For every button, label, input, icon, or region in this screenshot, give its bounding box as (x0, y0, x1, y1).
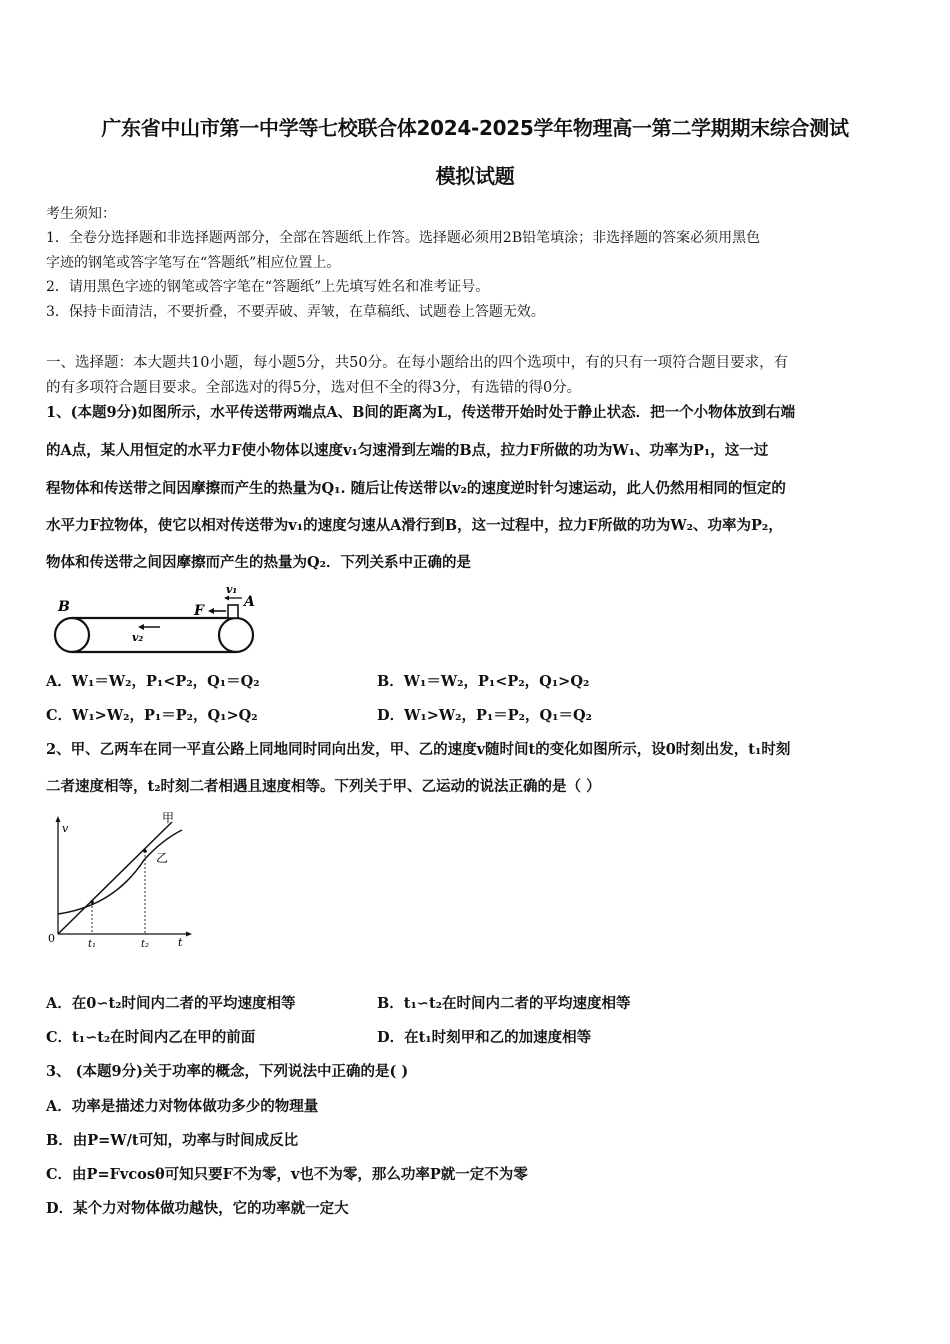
q2-option-b: B．t₁∽t₂在时间内二者的平均速度相等 (377, 995, 631, 1012)
label-jia: 甲 (162, 811, 175, 825)
right-roller (219, 618, 253, 652)
t1-point (90, 900, 94, 904)
notice-item-2: 2．请用黑色字迹的钢笔或答字笔在“答题纸”上先填写姓名和准考证号。 (46, 279, 490, 295)
t-axis-arrowhead (186, 932, 192, 937)
q1-stem-line4: 水平力F拉物体，使它以相对传送带为v₁的速度匀速从A滑行到B，这一过程中，拉力F所做的功为W₂、功率为P₂， (46, 517, 783, 534)
section-heading: 一、选择题：本大题共10小题，每小题5分，共50分。在每小题给出的四个选项中，有的只有一项符合题目要求，有 (46, 355, 789, 371)
label-b: B (58, 599, 70, 615)
label-v: v (62, 822, 69, 835)
q1-option-d: D．W₁>W₂，P₁＝P₂，Q₁＝Q₂ (377, 707, 592, 724)
small-block (228, 605, 238, 618)
document-title-line2: 模拟试题 (435, 164, 515, 188)
force-arrowhead (208, 608, 214, 614)
notice-item-1-cont: 字迹的钢笔或答字笔写在“答题纸”相应位置上。 (46, 255, 341, 271)
t2-point (143, 849, 147, 853)
q1-option-a: A．W₁＝W₂，P₁<P₂，Q₁＝Q₂ (46, 673, 260, 690)
notice-item-1: 1．全卷分选择题和非选择题两部分，全部在答题纸上作答。选择题必须用2B铅笔填涂；非选择题的答案必须用黑色 (46, 230, 761, 246)
q3-option-a: A．功率是描述力对物体做功多少的物理量 (46, 1098, 319, 1115)
line-jia (58, 822, 172, 934)
q1-stem-line3: 程物体和传送带之间因摩擦而产生的热量为Q₁. 随后让传送带以v₂的速度逆时针匀速运动，此人仍然用相同的恒定的 (46, 480, 786, 497)
v2-arrowhead (138, 624, 144, 630)
q2-option-d: D．在t₁时刻甲和乙的加速度相等 (377, 1029, 592, 1046)
label-t2: t₂ (141, 939, 150, 950)
q2-stem-line1: 2、甲、乙两车在同一平直公路上同地同时同向出发，甲、乙的速度v随时间t的变化如图所示，设0时刻出发，t₁时刻 (46, 741, 791, 758)
label-v1: v₁ (226, 583, 238, 596)
label-t1: t₁ (88, 939, 97, 950)
section-heading-cont: 的有多项符合题目要求。全部选对的得5分，选对但不全的得3分，有选错的得0分。 (46, 380, 582, 396)
q3-option-b: B．由P=W/t可知，功率与时间成反比 (46, 1132, 299, 1149)
label-v2: v₂ (132, 631, 144, 644)
left-roller (55, 618, 89, 652)
label-a: A (244, 594, 255, 610)
q2-option-c: C．t₁∽t₂在时间内乙在甲的前面 (46, 1029, 256, 1046)
conveyor-belt-figure (50, 583, 270, 663)
velocity-time-graph (44, 810, 194, 950)
q2-option-a: A．在0∽t₂时间内二者的平均速度相等 (46, 995, 296, 1012)
q1-stem-line1: 1、(本题9分)如图所示，水平传送带两端点A、B间的距离为L，传送带开始时处于静止状态．把一个小物体放到右端 (46, 404, 796, 421)
document-title-line1: 广东省中山市第一中学等七校联合体2024-2025学年物理高一第二学期期末综合测试 (101, 116, 849, 140)
notice-item-3: 3．保持卡面清洁，不要折叠，不要弄破、弄皱，在草稿纸、试题卷上答题无效。 (46, 304, 545, 320)
q3-option-c: C．由P=Fvcosθ可知只要F不为零，v也不为零，那么功率P就一定不为零 (46, 1166, 528, 1183)
q3-option-d: D．某个力对物体做功越快，它的功率就一定大 (46, 1200, 349, 1217)
q1-option-c: C．W₁>W₂，P₁＝P₂，Q₁>Q₂ (46, 707, 258, 724)
q1-stem-line2: 的A点，某人用恒定的水平力F使小物体以速度v₁匀速滑到左端的B点，拉力F所做的功为W₁、功率为P₁，这一过 (46, 442, 769, 459)
label-yi: 乙 (156, 851, 169, 865)
v1-arrowhead (224, 596, 229, 601)
q1-stem-line5: 物体和传送带之间因摩擦而产生的热量为Q₂．下列关系中正确的是 (46, 554, 471, 571)
curve-yi (58, 830, 182, 914)
q2-stem-line2: 二者速度相等，t₂时刻二者相遇且速度相等。下列关于甲、乙运动的说法正确的是（ ） (46, 778, 601, 795)
label-origin: 0 (48, 932, 55, 945)
notice-heading: 考生须知： (46, 206, 116, 222)
q3-stem: 3、 (本题9分)关于功率的概念，下列说法中正确的是( ) (46, 1063, 409, 1080)
q1-option-b: B．W₁＝W₂，P₁<P₂，Q₁>Q₂ (377, 673, 590, 690)
label-t: t (178, 936, 183, 949)
label-f: F (194, 603, 204, 619)
v-axis-arrowhead (56, 816, 61, 822)
